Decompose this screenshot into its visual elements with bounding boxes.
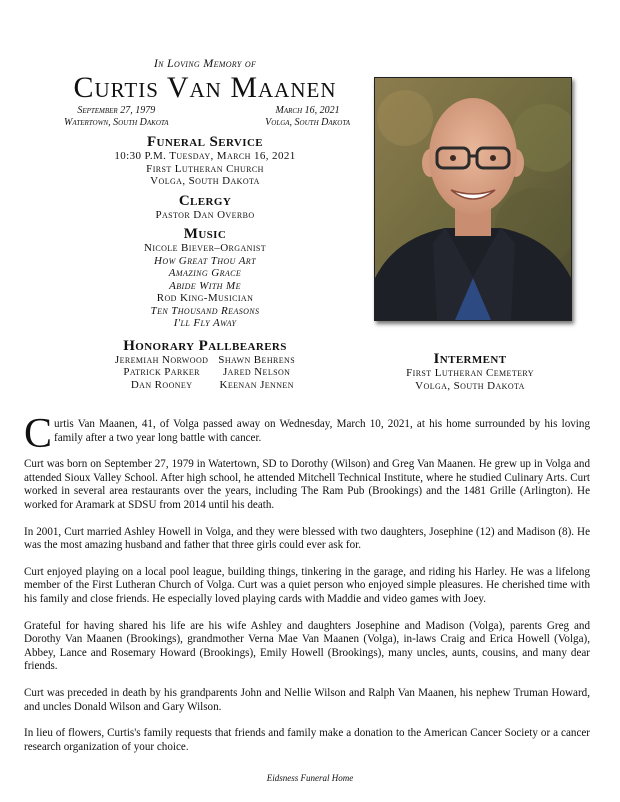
dates-block — [40, 105, 370, 129]
funeral-service-title: Funeral Service — [146, 134, 264, 150]
obituary-paragraph: Curt was preceded in death by his grandparents John and Nellie Wilson and Ralph Van Maanen, his nephew Truman Howard, and uncles Donald Wilson and Gary Wilson. — [24, 686, 590, 713]
pallbearer-name: Jared Nelson — [223, 366, 291, 378]
funeral-home-footer: Eidsness Funeral Home — [266, 773, 354, 783]
death-place: Volga, South Dakota — [265, 117, 350, 128]
death-block — [265, 105, 350, 129]
obituary-paragraph: In lieu of flowers, Curtis's family requests that friends and family make a donation to the American Cancer Society or a cancer research organization of your choice. — [24, 727, 590, 753]
pallbearer-name: Dan Rooney — [130, 378, 193, 391]
clergy-title: Clergy — [178, 192, 232, 209]
pallbearers-title: Honorary Pallbearers — [123, 337, 287, 354]
birth-place: Watertown, South Dakota — [64, 117, 169, 128]
pallbearers-section — [40, 338, 370, 392]
birth-date: September 27, 1979 — [77, 105, 156, 116]
clergy-section — [40, 193, 370, 222]
music-item: How Great Thou Art — [154, 254, 256, 267]
service-info — [40, 56, 370, 391]
portrait-illustration — [375, 78, 571, 320]
funeral-time: 10:30 P.M. Tuesday, March 16, 2021 — [114, 150, 296, 162]
deceased-name: Curtis Van Maanen — [73, 71, 337, 104]
music-item: Ten Thousand Reasons — [150, 304, 260, 317]
portrait-photo — [374, 77, 572, 321]
pallbearer-name: Keenan Jennen — [219, 378, 294, 391]
obituary-paragraph: Curt was born on September 27, 1979 in Watertown, SD to Dorothy (Wilson) and Greg Van Maanen. He grew up in Volga and attended Sioux Valley School. After high school, he attended Mitchell Technical Institute, where he studied Culinary Arts. Curt worked in several area restaurants over the years, including The Ram Pub (Brookings) and the 1481 Grille (Arlington). He worked for Aramark at SDSU from 2014 until his death. — [24, 458, 590, 511]
interment-location: Volga, South Dakota — [415, 379, 525, 392]
interment-cemetery: First Lutheran Cemetery — [406, 367, 534, 379]
interment-section — [370, 346, 570, 392]
funeral-church: First Lutheran Church — [146, 162, 264, 175]
music-title: Music — [183, 226, 227, 242]
pallbearers-list — [40, 354, 370, 392]
music-item: Abide With Me — [169, 279, 241, 292]
in-memory-label: In Loving Memory of — [153, 56, 257, 70]
music-item: I'll Fly Away — [173, 317, 237, 329]
obituary-paragraph: Curt enjoyed playing on a local pool league, building things, tinkering in the garage, and riding his Harley. He was a lifelong member of the First Lutheran Church of Volga. Curt was a quiet person who enjoyed simple pleasures. He cherished time with his family and close friends. He especially loved playing cards with Maddie and video games with Joey. — [24, 565, 590, 605]
music-section — [40, 226, 370, 330]
pallbearer-name: Patrick Parker — [123, 366, 200, 378]
music-item: Amazing Grace — [168, 267, 242, 279]
obituary-paragraph: Grateful for having shared his life are his wife Ashley and daughters Josephine and Madison (Volga), parents Greg and Dorothy Van Maanen (Brookings), grandmother Verna Mae Van Maanen (Volga), in-laws Craig and Erica Howell (Volga), Abbey, Lance and Rosemary Howard (Brookings), Emily Howell (Brookings), many uncles, aunts, cousins, and many dear friends. — [24, 619, 590, 673]
music-item: Rod King-Musician — [156, 292, 254, 304]
clergy-name: Pastor Dan Overbo — [155, 208, 255, 221]
drop-cap: C — [24, 411, 53, 457]
interment-title: Interment — [433, 351, 507, 367]
pallbearer-name: Shawn Behrens — [218, 353, 296, 366]
obituary-paragraph — [24, 411, 590, 457]
obituary-text — [24, 411, 590, 767]
birth-block — [64, 105, 169, 129]
funeral-service-section — [40, 134, 370, 188]
funeral-location: Volga, South Dakota — [150, 175, 260, 187]
pallbearer-name: Jeremiah Norwood — [114, 353, 209, 366]
obituary-paragraph: In 2001, Curt married Ashley Howell in Volga, and they were blessed with two daughters, Josephine (12) and Madison (8). He was the most amazing husband and father that three girls could ever ask for. — [24, 525, 590, 552]
death-date: March 16, 2021 — [275, 105, 340, 116]
music-item: Nicole Biever–Organist — [143, 242, 267, 254]
obituary-p1-text: urtis Van Maanen, 41, of Volga passed away on Wednesday, March 10, 2021, at his home surrounded by his loving family after a two year long battle with cancer. — [54, 418, 590, 444]
